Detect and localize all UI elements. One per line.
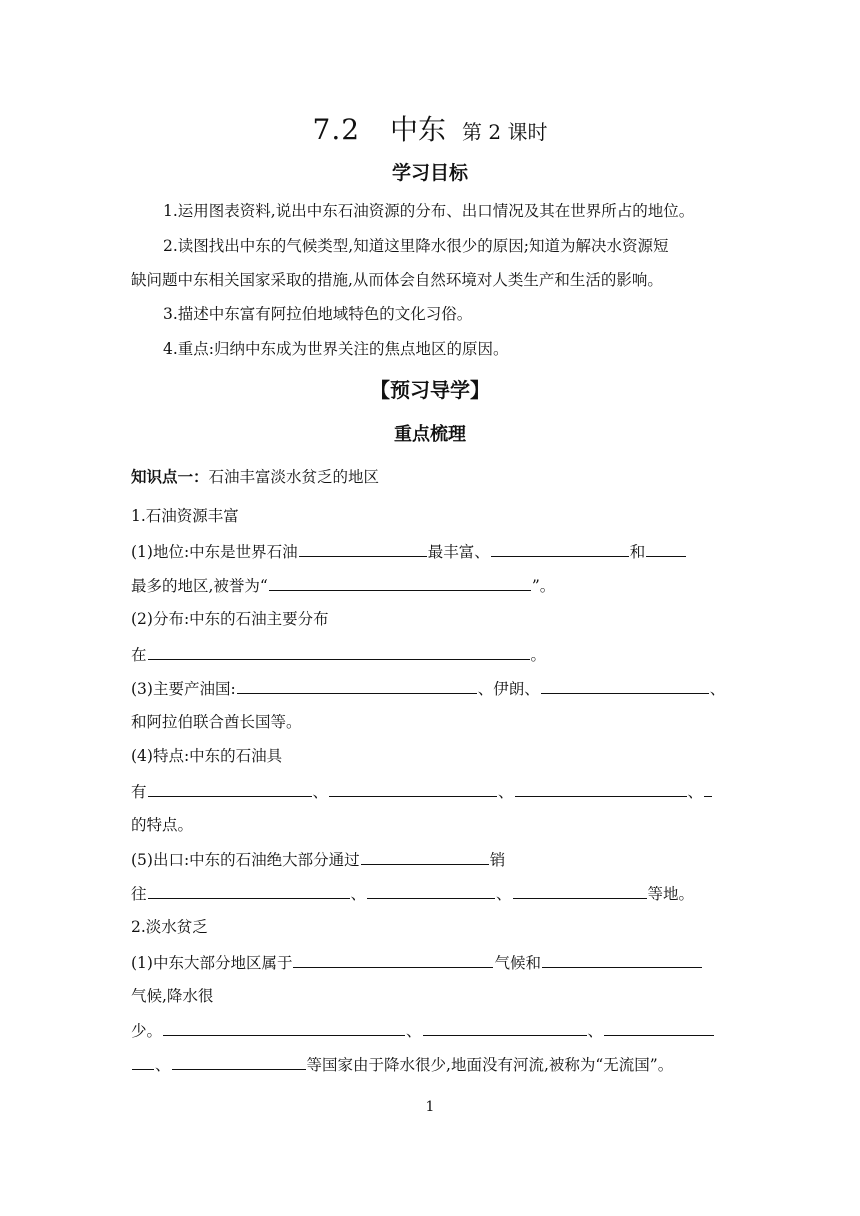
- water-climate-line-4: 、 等国家由于降水很少,地面没有河流,被称为“无流国”。: [131, 1053, 673, 1076]
- water-climate-line-2: 气候,降水很: [131, 987, 214, 1005]
- blank-field[interactable]: [237, 677, 477, 694]
- water-climate-line: (1)中东大部分地区属于 气候和: [131, 951, 703, 974]
- blank-field[interactable]: [148, 643, 530, 660]
- blank-field[interactable]: [148, 780, 312, 797]
- blank-field[interactable]: [269, 574, 531, 591]
- objective-item-2: 2.读图找出中东的气候类型,知道这里降水很少的原因;知道为解决水资源短: [163, 237, 669, 255]
- knowledge-point-text: 石油丰富淡水贫乏的地区: [208, 468, 380, 486]
- blank-field[interactable]: [541, 677, 709, 694]
- oil-features-line-2: 有 、 、 、: [131, 780, 713, 803]
- oil-producers-line: (3)主要产油国: 、伊朗、 、: [131, 677, 725, 700]
- blank-field[interactable]: [329, 780, 497, 797]
- lesson-title: [0, 112, 860, 150]
- knowledge-point-label: 知识点一：: [131, 468, 209, 486]
- objective-item-2-cont: 缺问题中东相关国家采取的措施,从而体会自然环境对人类生产和生活的影响。: [131, 271, 663, 289]
- oil-heading: 1.石油资源丰富: [131, 507, 239, 525]
- blank-field[interactable]: [704, 780, 712, 797]
- blank-field[interactable]: [646, 540, 686, 557]
- water-heading: 2.淡水贫乏: [131, 918, 208, 936]
- objectives-heading: 学习目标: [391, 162, 468, 184]
- blank-field[interactable]: [367, 882, 495, 899]
- blank-field[interactable]: [361, 848, 489, 865]
- blank-field[interactable]: [423, 1019, 587, 1036]
- blank-field[interactable]: [293, 951, 493, 968]
- lesson-name: 中东: [390, 113, 447, 146]
- preview-heading: 【预习导学】: [370, 378, 490, 402]
- blank-field[interactable]: [515, 780, 687, 797]
- blank-field[interactable]: [299, 540, 427, 557]
- oil-status-line-2: 最多的地区,被誉为“ ”。: [131, 574, 555, 597]
- oil-features-line: (4)特点:中东的石油具: [131, 747, 283, 765]
- knowledge-point-1: [131, 466, 379, 488]
- oil-status-line: (1)地位:中东是世界石油 最丰富、 和: [131, 540, 687, 563]
- objective-item-3: 3.描述中东富有阿拉伯地域特色的文化习俗。: [163, 305, 473, 323]
- oil-export-line: (5)出口:中东的石油绝大部分通过 销: [131, 848, 505, 871]
- oil-export-line-2: 往 、 、 等地。: [131, 882, 694, 905]
- lesson-number: 7.2: [312, 113, 361, 146]
- blank-field[interactable]: [542, 951, 702, 968]
- blank-field[interactable]: [513, 882, 647, 899]
- objective-item-4: 4.重点:归纳中东成为世界关注的焦点地区的原因。: [163, 340, 509, 358]
- blank-field[interactable]: [172, 1053, 306, 1070]
- blank-field[interactable]: [163, 1019, 405, 1036]
- water-climate-line-3: 少。 、 、: [131, 1019, 715, 1042]
- oil-distribution-line-2: 在 。: [131, 643, 546, 666]
- blank-field[interactable]: [491, 540, 629, 557]
- blank-field[interactable]: [148, 882, 350, 899]
- key-points-heading: 重点梳理: [394, 424, 466, 445]
- oil-producers-line-2: 和阿拉伯联合酋长国等。: [131, 713, 302, 731]
- blank-field[interactable]: [132, 1053, 154, 1070]
- page-number: 1: [425, 1099, 435, 1115]
- blank-field[interactable]: [604, 1019, 714, 1036]
- oil-distribution-line: (2)分布:中东的石油主要分布: [131, 610, 329, 628]
- lesson-subtitle: 第 2 课时: [462, 120, 548, 144]
- oil-features-line-3: 的特点。: [131, 816, 194, 834]
- objective-item-1: 1.运用图表资料,说出中东石油资源的分布、出口情况及其在世界所占的地位。: [163, 202, 695, 220]
